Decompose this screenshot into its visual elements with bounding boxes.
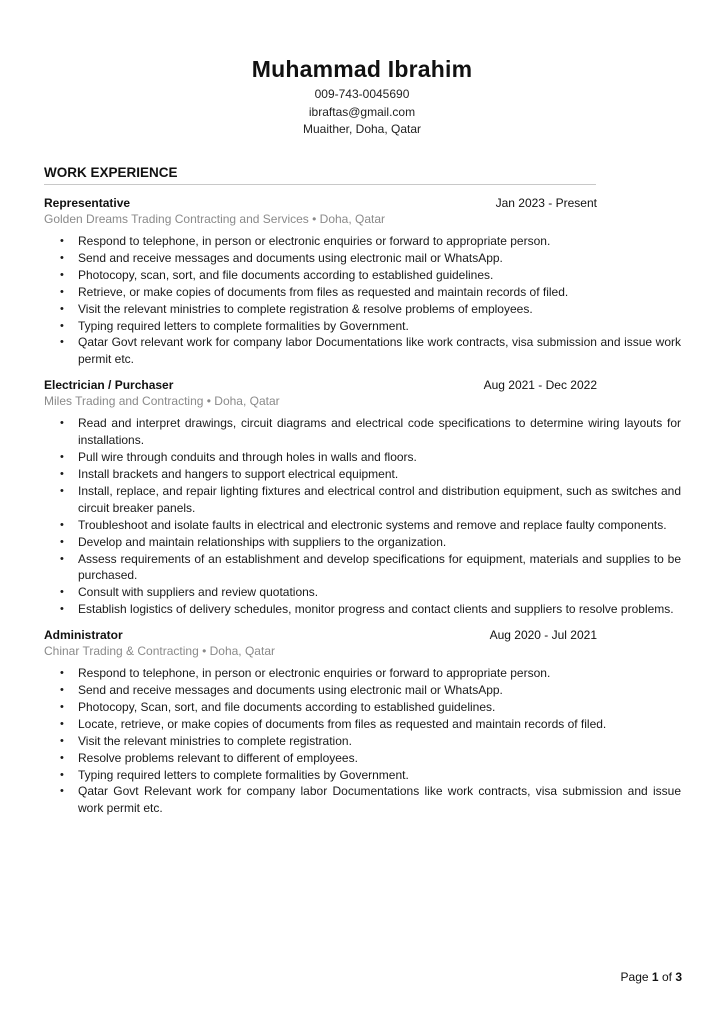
page-current: 1	[651, 970, 659, 984]
job-title: Electrician / Purchaser	[44, 378, 174, 393]
job-dates: Jan 2023 - Present	[495, 196, 597, 210]
job-header	[44, 195, 597, 211]
duty-item: • Send and receive messages and documents using electronic mail or WhatsApp.	[44, 682, 681, 699]
duty-list	[44, 665, 684, 817]
section-title: WORK EXPERIENCE	[44, 165, 178, 180]
duty-item: • Resolve problems relevant to different of employees.	[44, 750, 681, 767]
job-company: Golden Dreams Trading Contracting and Services • Doha, Qatar	[44, 212, 386, 226]
job-company: Miles Trading and Contracting • Doha, Qatar	[44, 394, 280, 409]
page-word: Page	[620, 970, 649, 984]
duty-item: • Consult with suppliers and review quotations.	[44, 584, 681, 601]
job-header	[44, 627, 597, 643]
page-footer	[621, 970, 682, 984]
job-dates: Aug 2020 - Jul 2021	[489, 628, 597, 643]
job-title: Administrator	[44, 628, 123, 643]
phone-number: 009-743-0045690	[314, 87, 410, 101]
duty-item: • Typing required letters to complete formalities by Government.	[44, 318, 681, 335]
job-title: Representative	[44, 196, 131, 210]
duty-item: • Establish logistics of delivery schedules, monitor progress and contact clients and suppliers to resolve problems.	[44, 601, 681, 618]
job-dates: Aug 2021 - Dec 2022	[483, 378, 597, 393]
job-entry	[44, 195, 684, 368]
duty-item: • Visit the relevant ministries to complete registration.	[44, 733, 681, 750]
duty-item: • Locate, retrieve, or make copies of documents from files as requested and maintain records of filed.	[44, 716, 681, 733]
page-total: 3	[675, 970, 682, 984]
duty-item: • Assess requirements of an establishment and develop specifications for equipment, materials and supplies to be purchased.	[44, 551, 681, 585]
duty-item: • Visit the relevant ministries to complete registration & resolve problems of employees.	[44, 301, 681, 318]
candidate-name: Muhammad Ibrahim	[251, 56, 473, 82]
duty-list	[44, 415, 684, 618]
duty-item: • Send and receive messages and documents using electronic mail or WhatsApp.	[44, 250, 681, 267]
section-divider	[44, 184, 596, 185]
duty-list	[44, 233, 684, 368]
duty-item: • Photocopy, Scan, sort, and file documents according to established guidelines.	[44, 699, 681, 716]
duty-item: • Read and interpret drawings, circuit diagrams and electrical code specifications to determine wiring layouts for installations.	[44, 415, 681, 449]
work-experience-section	[44, 164, 684, 826]
duty-item: • Pull wire through conduits and through holes in walls and floors.	[44, 449, 681, 466]
job-header	[44, 377, 597, 393]
location: Muaither, Doha, Qatar	[302, 122, 422, 136]
duty-item: • Photocopy, scan, sort, and file documents according to established guidelines.	[44, 267, 681, 284]
job-company: Chinar Trading & Contracting • Doha, Qatar	[44, 644, 275, 659]
job-entry	[44, 627, 684, 817]
duty-item: • Typing required letters to complete formalities by Government.	[44, 767, 681, 784]
duty-item: • Qatar Govt Relevant work for company labor Documentations like work contracts, visa submission and issue work permit etc.	[44, 783, 681, 817]
duty-item: • Troubleshoot and isolate faults in electrical and electronic systems and remove and replace faulty components.	[44, 517, 681, 534]
duty-item: • Install, replace, and repair lighting fixtures and electrical control and distribution equipment, such as switches and circuit breaker panels.	[44, 483, 681, 517]
duty-item: • Develop and maintain relationships with suppliers to the organization.	[44, 534, 681, 551]
duty-item: • Respond to telephone, in person or electronic enquiries or forward to appropriate person.	[44, 665, 681, 682]
duty-item: • Respond to telephone, in person or electronic enquiries or forward to appropriate person.	[44, 233, 681, 250]
job-entry	[44, 377, 684, 618]
duty-item: • Install brackets and hangers to support electrical equipment.	[44, 466, 681, 483]
duty-item: • Retrieve, or make copies of documents from files as requested and maintain records of filed.	[44, 284, 681, 301]
resume-header	[0, 56, 724, 139]
email-address: ibraftas@gmail.com	[308, 104, 416, 119]
of-word: of	[661, 970, 672, 984]
duty-item: • Qatar Govt relevant work for company labor Documentations like work contracts, visa submission and issue work permit etc.	[44, 334, 681, 368]
